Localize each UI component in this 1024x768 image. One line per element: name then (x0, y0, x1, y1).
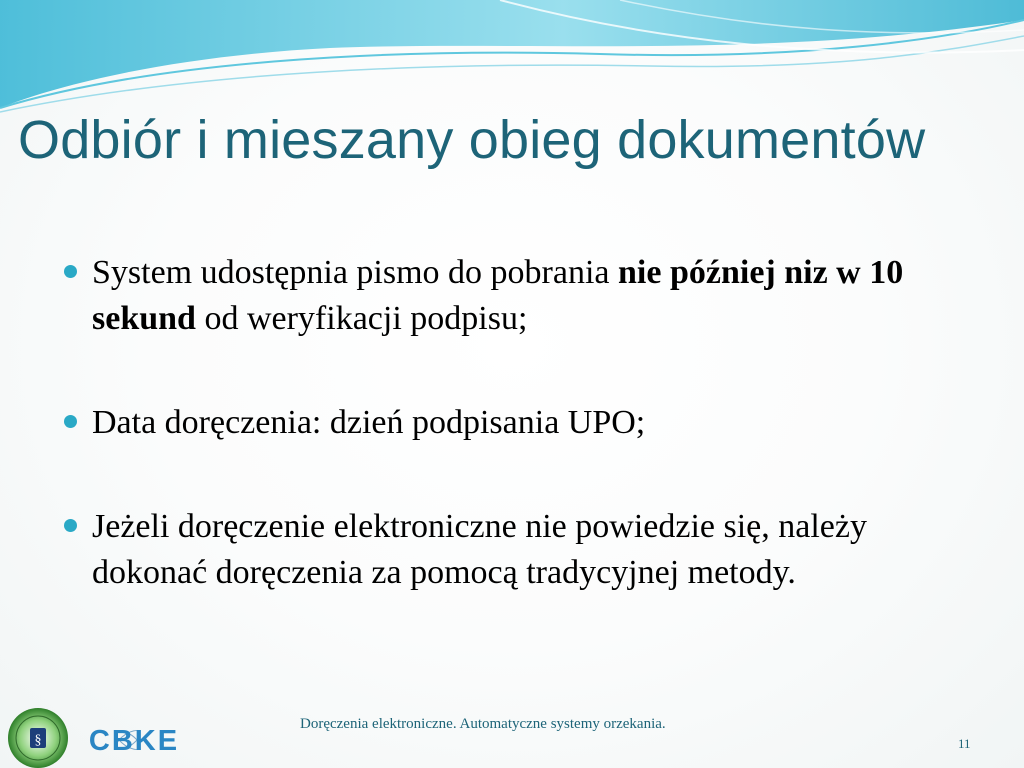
footer-text: Doręczenia elektroniczne. Automatyczne systemy orzekania. (300, 716, 666, 732)
bullet-dot-icon (64, 415, 77, 428)
bullet-item (64, 400, 974, 446)
bullet-text: Jeżeli doręczenie elektroniczne nie powiedzie się, należy dokonać doręczenia za pomocą tradycyjnej metody. (92, 508, 867, 591)
cbke-logo-text: CBKE (88, 725, 180, 757)
slide-title: Odbiór i mieszany obieg dokumentów (18, 110, 926, 170)
bullet-item (64, 250, 974, 342)
bullet-bold-text: nie później niz w 10 sekund (92, 254, 904, 337)
header-wave-decoration (0, 0, 1024, 120)
seal-symbol: § (34, 733, 42, 748)
bullet-item (64, 504, 974, 596)
bullet-text: Data doręczenia: dzień podpisania UPO; (92, 404, 646, 441)
bullet-dot-icon (64, 519, 77, 532)
page-number: 11 (958, 736, 971, 751)
bullet-dot-icon (64, 265, 77, 278)
bullet-list (64, 250, 974, 596)
bullet-text: System udostępnia pismo do pobrania (92, 254, 619, 291)
bullet-text: od weryfikacji podpisu; (195, 300, 528, 337)
cbke-logo (82, 716, 186, 764)
law-seal-logo (0, 700, 76, 768)
